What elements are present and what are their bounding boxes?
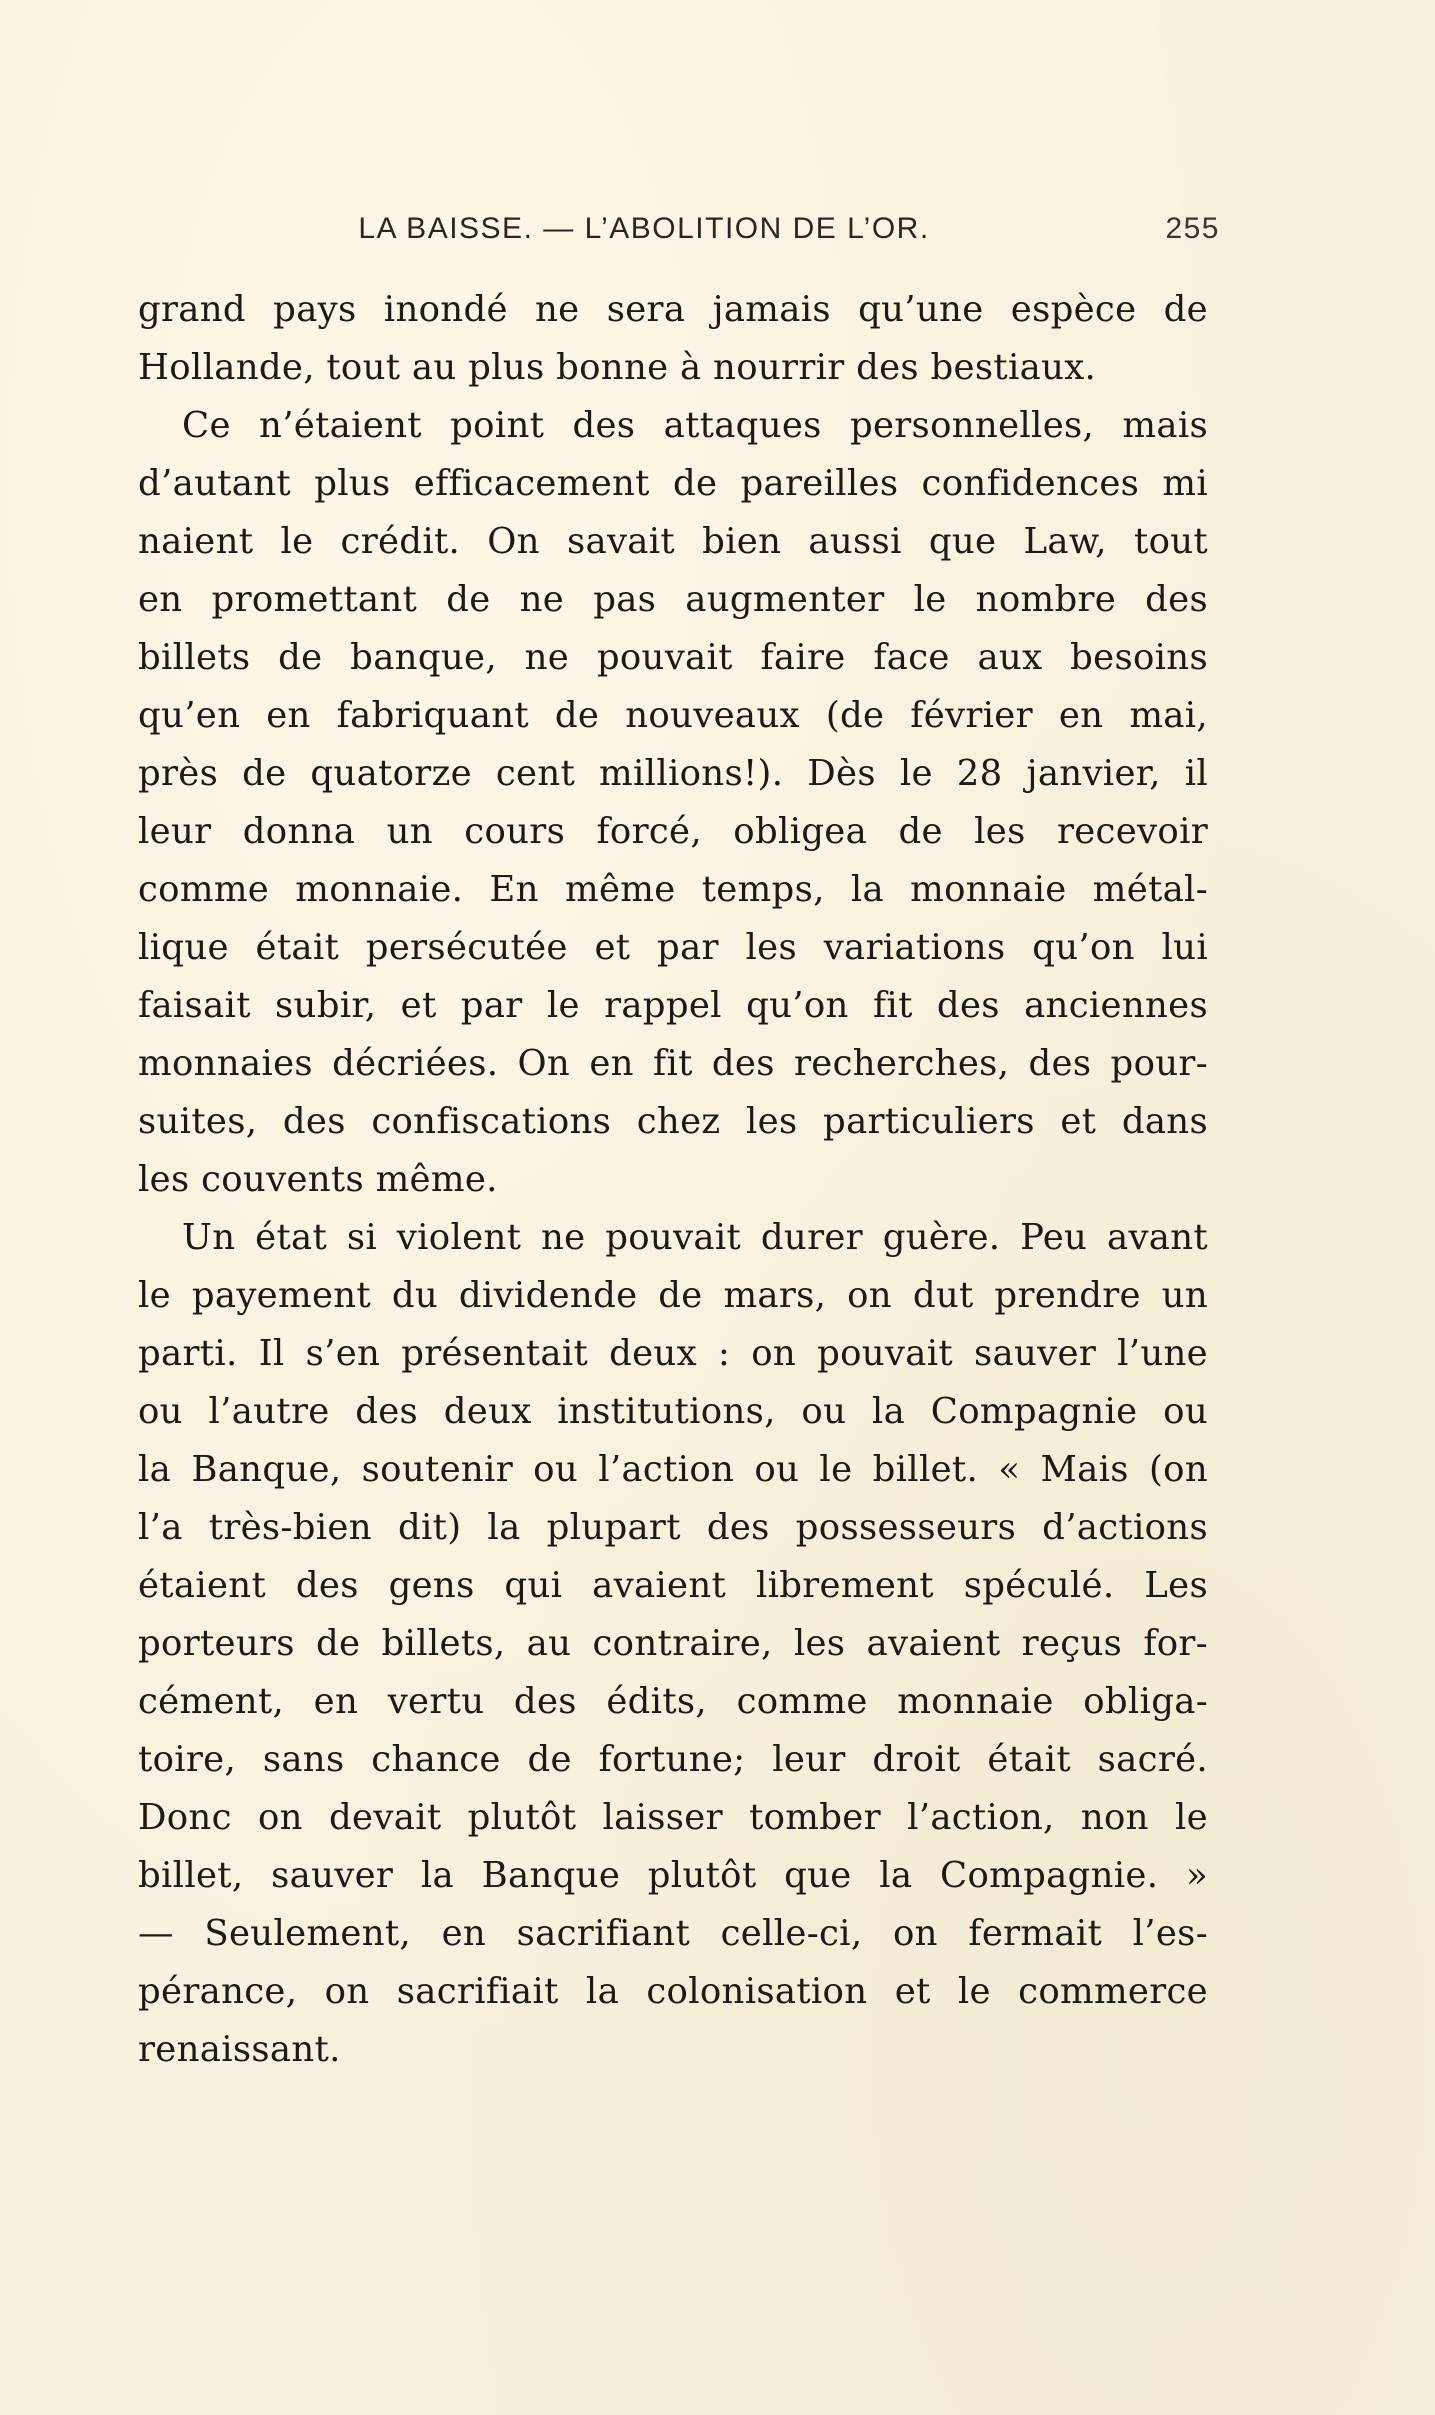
- text-line: parti. Il s’en présentait deux : on pouvait sauver l’une: [138, 1333, 1208, 1374]
- text-line: Donc on devait plutôt laisser tomber l’action, non le: [138, 1797, 1208, 1838]
- text-line: le payement du dividende de mars, on dut prendre un: [138, 1275, 1208, 1316]
- text-line: ou l’autre des deux institutions, ou la Compagnie ou: [138, 1391, 1208, 1432]
- text-line: cément, en vertu des édits, comme monnaie obliga-: [138, 1681, 1208, 1722]
- text-line: — Seulement, en sacrifiant celle-ci, on fermait l’es-: [138, 1913, 1208, 1954]
- text-line: billet, sauver la Banque plutôt que la Compagnie. »: [138, 1855, 1208, 1896]
- text-line: l’a très-bien dit) la plupart des possesseurs d’actions: [138, 1507, 1208, 1548]
- text-line: monnaies décriées. On en fit des recherches, des pour-: [138, 1043, 1208, 1084]
- text-line: près de quatorze cent millions!). Dès le 28 janvier, il: [138, 753, 1208, 794]
- text-line: Hollande, tout au plus bonne à nourrir des bestiaux.: [138, 347, 1097, 388]
- text-line: renaissant.: [138, 2029, 341, 2070]
- text-line: en promettant de ne pas augmenter le nombre des: [138, 579, 1208, 620]
- running-title: LA BAISSE. — L’ABOLITION DE L’OR.: [358, 212, 930, 245]
- text-line: qu’en en fabriquant de nouveaux (de février en mai,: [138, 695, 1208, 736]
- text-line: les couvents même.: [138, 1159, 498, 1200]
- text-line: grand pays inondé ne sera jamais qu’une espèce de: [138, 289, 1208, 330]
- text-line: porteurs de billets, au contraire, les avaient reçus for-: [138, 1623, 1208, 1664]
- text-line: suites, des confiscations chez les particuliers et dans: [138, 1101, 1208, 1142]
- text-line: pérance, on sacrifiait la colonisation et le commerce: [138, 1971, 1208, 2012]
- text-line: comme monnaie. En même temps, la monnaie métal-: [138, 869, 1208, 910]
- text-line: faisait subir, et par le rappel qu’on fit des anciennes: [138, 985, 1208, 1026]
- text-line: la Banque, soutenir ou l’action ou le billet. « Mais (on: [138, 1449, 1208, 1490]
- text-line: leur donna un cours forcé, obligea de les recevoir: [138, 811, 1208, 852]
- page-number: 255: [1165, 212, 1220, 245]
- text-line: lique était persécutée et par les variations qu’on lui: [138, 927, 1208, 968]
- body-text: [138, 281, 1208, 2079]
- text-line: naient le crédit. On savait bien aussi que Law, tout: [138, 521, 1208, 562]
- text-line: Un état si violent ne pouvait durer guère. Peu avant: [182, 1217, 1208, 1258]
- text-line: toire, sans chance de fortune; leur droit était sacré.: [138, 1739, 1208, 1780]
- text-line: d’autant plus efficacement de pareilles confidences mi: [138, 463, 1208, 504]
- text-line: billets de banque, ne pouvait faire face aux besoins: [138, 637, 1208, 678]
- text-line: étaient des gens qui avaient librement spéculé. Les: [138, 1565, 1208, 1606]
- running-head: [138, 212, 1220, 256]
- text-line: Ce n’étaient point des attaques personnelles, mais: [182, 405, 1208, 446]
